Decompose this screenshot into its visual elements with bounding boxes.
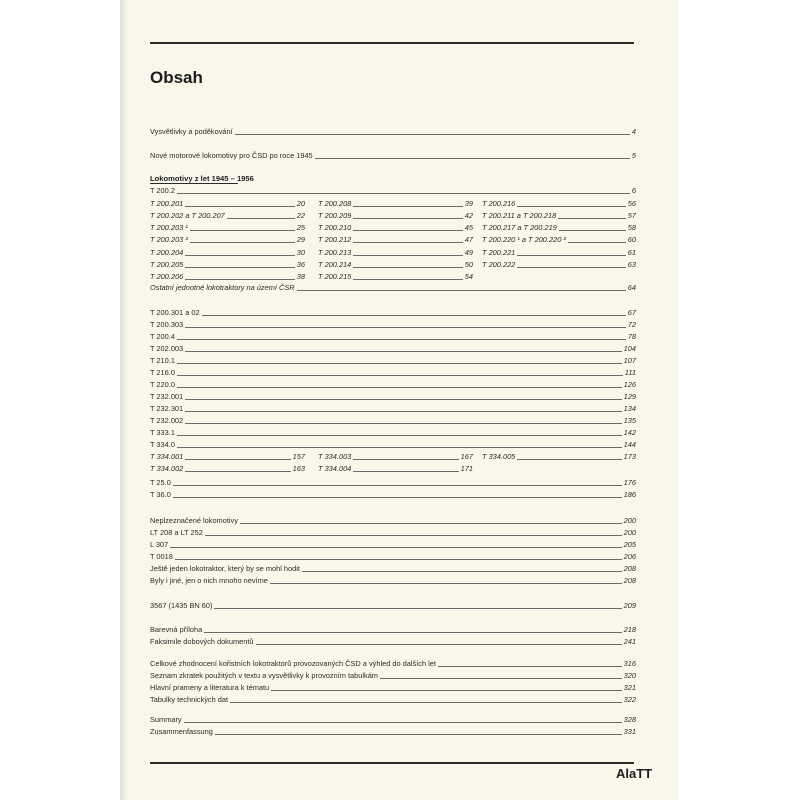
toc-entry (318, 464, 473, 473)
toc-leader-line (517, 255, 625, 256)
toc-entry (150, 452, 305, 461)
toc-entry (150, 283, 636, 292)
toc-entry-page: 218 (623, 625, 636, 634)
toc-entry-title: Ještě jeden lokotraktor, který by se mohl hodit (150, 564, 300, 573)
toc-entry-title: Hlavní prameny a literatura k tématu (150, 683, 270, 692)
page-title: Obsah (150, 68, 203, 87)
toc-entry (482, 223, 636, 232)
toc-leader-line (568, 242, 626, 243)
toc-entry (150, 540, 636, 549)
toc-entry-page: 171 (460, 464, 473, 473)
toc-leader-line (353, 242, 462, 243)
toc-entry (150, 344, 636, 353)
toc-entry (150, 683, 636, 692)
toc-entry (150, 625, 636, 634)
toc-entry-title: Faksimile dobových dokumentů (150, 637, 254, 646)
toc-entry-page: 205 (623, 540, 636, 549)
toc-entry-title: T 334.001 (150, 452, 184, 461)
toc-entry-page: 57 (627, 211, 636, 221)
toc-entry (318, 248, 473, 257)
toc-entry-page: 208 (623, 564, 636, 573)
toc-entry-title: T 200.303 (150, 319, 184, 329)
toc-entry-page: 206 (623, 552, 636, 561)
toc-entry-title: T 200.205 (150, 259, 184, 269)
toc-entry-page: 78 (627, 331, 636, 341)
toc-entry-page: 47 (464, 235, 473, 245)
toc-leader-line (190, 242, 295, 243)
toc-leader-line (177, 339, 626, 340)
toc-entry (150, 428, 636, 437)
toc-entry-page: 316 (623, 659, 636, 668)
toc-entry (150, 440, 636, 449)
toc-entry-page: 39 (464, 199, 473, 208)
page-gutter-shadow (120, 0, 128, 800)
toc-entry-title: T 220.0 (150, 379, 175, 389)
toc-entry-page: 126 (623, 379, 636, 389)
toc-entry-title: Celkové zhodnocení kořistních lokotraktorů provozovaných ČSD a výhled do dalších let (150, 659, 436, 668)
toc-entry-page: 241 (623, 637, 636, 646)
toc-entry-page: 320 (623, 671, 636, 680)
toc-leader-line (170, 547, 621, 548)
toc-entry-title: T 200.221 (482, 247, 516, 257)
toc-entry-title: T 334.003 (318, 452, 352, 461)
toc-entry (150, 127, 636, 136)
toc-leader-line (240, 523, 622, 524)
toc-entry (150, 478, 636, 487)
toc-leader-line (353, 255, 462, 256)
toc-entry (150, 380, 636, 389)
toc-leader-line (214, 608, 621, 609)
toc-entry (150, 223, 305, 232)
toc-entry-title: T 25.0 (150, 478, 171, 487)
toc-leader-line (380, 678, 622, 679)
toc-entry-title: T 200.209 (318, 211, 352, 221)
top-rule (150, 42, 634, 44)
toc-entry-title: Vysvětlivky a poděkování (150, 127, 233, 136)
toc-leader-line (185, 267, 294, 268)
toc-entry-page: 20 (296, 199, 305, 208)
toc-entry-page: 4 (631, 127, 636, 136)
toc-entry-page: 50 (464, 259, 473, 269)
toc-entry-title: T 200.210 (318, 223, 352, 233)
toc-entry-title: T 200.214 (318, 259, 352, 269)
toc-entry (318, 235, 473, 244)
toc-entry (150, 211, 305, 220)
toc-entry (150, 601, 636, 610)
toc-entry-page: 60 (627, 235, 636, 245)
toc-leader-line (315, 158, 630, 159)
toc-leader-line (353, 459, 458, 460)
toc-leader-line (185, 351, 622, 352)
toc-entry-title: T 200.215 (318, 271, 352, 281)
toc-leader-line (271, 690, 622, 691)
toc-entry (482, 211, 636, 220)
toc-entry-title: T 0018 (150, 552, 173, 561)
toc-leader-line (185, 399, 622, 400)
toc-entry-page: 30 (296, 247, 305, 257)
toc-entry (150, 528, 636, 537)
toc-entry (150, 564, 636, 573)
toc-entry (318, 199, 473, 208)
toc-leader-line (177, 193, 630, 194)
toc-entry-title: T 200.4 (150, 331, 175, 341)
toc-entry (150, 516, 636, 525)
toc-entry-title: T 202.003 (150, 343, 184, 353)
toc-entry-title: Barevná příloha (150, 625, 203, 634)
toc-entry-title: T 334.004 (318, 464, 352, 473)
toc-entry (318, 211, 473, 220)
toc-entry (150, 715, 636, 724)
toc-leader-line (185, 471, 290, 472)
toc-entry-title: T 216.0 (150, 367, 175, 377)
toc-entry-title: L 307 (150, 540, 169, 549)
toc-entry (150, 151, 636, 160)
toc-entry-page: 45 (464, 223, 473, 233)
toc-entry-title: T 200.204 (150, 247, 184, 257)
toc-entry-page: 173 (623, 452, 636, 461)
toc-leader-line (517, 459, 621, 460)
toc-entry-title: T 334.005 (482, 452, 516, 461)
toc-leader-line (353, 471, 458, 472)
toc-entry (150, 416, 636, 425)
toc-entry-title: T 200.213 (318, 247, 352, 257)
toc-leader-line (173, 497, 622, 498)
bottom-rule (150, 762, 634, 764)
toc-entry-page: 5 (631, 151, 636, 160)
toc-entry-page: 54 (464, 271, 473, 281)
toc-entry (150, 199, 305, 208)
toc-entry (150, 552, 636, 561)
toc-entry-page: 129 (623, 391, 636, 401)
toc-leader-line (202, 315, 626, 316)
toc-entry-title: Summary (150, 715, 182, 724)
toc-entry-title: T 200.201 (150, 199, 184, 208)
toc-entry (482, 235, 636, 244)
toc-entry-page: 38 (296, 271, 305, 281)
toc-entry-title: T 200.203 ² (150, 235, 188, 245)
toc-leader-line (177, 447, 622, 448)
toc-leader-line (173, 485, 622, 486)
toc-leader-line (302, 571, 622, 572)
toc-leader-line (185, 459, 290, 460)
toc-entry-page: 107 (623, 355, 636, 365)
toc-leader-line (559, 230, 626, 231)
toc-leader-line (215, 734, 622, 735)
toc-entry-title: Seznam zkratek použitých v textu a vysvětlivky k provozním tabulkám (150, 671, 378, 680)
toc-entry-title: Ostatní jednotné lokotraktory na území ČSR (150, 283, 295, 292)
toc-entry-title: T 200.216 (482, 199, 516, 208)
toc-entry (150, 308, 636, 317)
toc-leader-line (438, 666, 622, 667)
toc-entry (150, 671, 636, 680)
toc-entry-page: 56 (627, 199, 636, 208)
toc-entry-title: T 200.217 a T 200.219 (482, 223, 557, 233)
toc-leader-line (353, 230, 462, 231)
toc-entry-title: Nové motorové lokomotivy pro ČSD po roce 1945 (150, 151, 313, 160)
toc-entry-title: T 232.301 (150, 403, 184, 413)
toc-leader-line (204, 632, 621, 633)
toc-entry (482, 199, 636, 208)
toc-entry-page: 328 (623, 715, 636, 724)
toc-entry-page: 163 (292, 464, 305, 473)
toc-leader-line (230, 702, 622, 703)
toc-entry-title: LT 208 a LT 252 (150, 528, 203, 537)
toc-leader-line (177, 375, 623, 376)
toc-entry-page: 208 (623, 576, 636, 585)
toc-entry-title: T 210.1 (150, 355, 175, 365)
toc-entry-title: T 200.220 ¹ a T 200.220 ² (482, 235, 566, 245)
toc-leader-line (185, 411, 622, 412)
toc-entry (318, 223, 473, 232)
toc-entry-page: 61 (627, 247, 636, 257)
toc-leader-line (297, 290, 626, 291)
toc-entry (150, 464, 305, 473)
toc-entry-title: T 200.222 (482, 259, 516, 269)
toc-entry-page: 22 (296, 211, 305, 221)
toc-entry (150, 186, 636, 195)
toc-entry-title: Neplzeznačené lokomotivy (150, 516, 238, 525)
toc-leader-line (185, 279, 294, 280)
toc-leader-line (235, 134, 630, 135)
toc-entry-page: 111 (624, 367, 636, 377)
toc-entry-page: 49 (464, 247, 473, 257)
toc-entry (150, 695, 636, 704)
publisher-logo: AlaTT (616, 766, 653, 781)
toc-leader-line (205, 535, 622, 536)
toc-entry (318, 452, 473, 461)
toc-entry-title: T 200.212 (318, 235, 352, 245)
toc-entry (150, 404, 636, 413)
toc-entry-page: 104 (623, 343, 636, 353)
toc-entry (150, 260, 305, 269)
toc-entry-page: 176 (623, 478, 636, 487)
toc-entry (150, 368, 636, 377)
toc-entry (482, 452, 636, 461)
toc-leader-line (353, 206, 462, 207)
toc-entry (150, 727, 636, 736)
toc-entry-title: T 232.002 (150, 415, 184, 425)
toc-leader-line (177, 387, 622, 388)
toc-entry-page: 167 (460, 452, 473, 461)
toc-entry (150, 356, 636, 365)
toc-entry-page: 67 (627, 308, 636, 317)
toc-entry-page: 42 (464, 211, 473, 221)
toc-leader-line (270, 583, 622, 584)
toc-entry (150, 392, 636, 401)
toc-entry (318, 272, 473, 281)
toc-leader-line (184, 722, 622, 723)
toc-entry-title: T 200.202 a T 200.207 (150, 211, 225, 221)
toc-entry-page: 200 (623, 516, 636, 525)
toc-entry (150, 490, 636, 499)
toc-leader-line (175, 559, 622, 560)
toc-entry-title: T 200.301 a 02 (150, 308, 200, 317)
toc-entry-title: T 200.208 (318, 199, 352, 208)
toc-entry-page: 72 (627, 319, 636, 329)
toc-leader-line (185, 255, 294, 256)
section-heading: Lokomotivy z let 1945 – 1956 (150, 174, 254, 183)
toc-entry-title: T 334.0 (150, 439, 175, 449)
toc-entry-page: 63 (627, 259, 636, 269)
toc-entry-title: T 334.002 (150, 464, 184, 473)
toc-leader-line (190, 230, 295, 231)
toc-entry (150, 332, 636, 341)
toc-entry-page: 331 (623, 727, 636, 736)
toc-leader-line (517, 206, 625, 207)
toc-entry-page: 186 (623, 490, 636, 499)
toc-entry (150, 659, 636, 668)
toc-entry (482, 248, 636, 257)
toc-entry (150, 320, 636, 329)
toc-entry-title: Zusammenfassung (150, 727, 213, 736)
toc-leader-line (185, 206, 294, 207)
toc-entry-title: T 36.0 (150, 490, 171, 499)
toc-leader-line (353, 267, 462, 268)
toc-leader-line (185, 327, 626, 328)
toc-leader-line (517, 267, 625, 268)
toc-leader-line (227, 218, 295, 219)
toc-entry-title: Byly i jiné, jen o nich mnoho nevíme (150, 576, 268, 585)
toc-entry-title: T 232.001 (150, 391, 184, 401)
toc-entry-title: 3567 (1435 BN 60) (150, 601, 213, 610)
toc-entry-title: T 333.1 (150, 427, 175, 437)
toc-entry-page: 25 (296, 223, 305, 233)
toc-entry-page: 135 (623, 415, 636, 425)
toc-entry-page: 209 (623, 601, 636, 610)
toc-entry (482, 260, 636, 269)
toc-entry-page: 321 (623, 683, 636, 692)
toc-entry (150, 576, 636, 585)
toc-entry-page: 322 (623, 695, 636, 704)
toc-entry-title: Tabulky technických dat (150, 695, 229, 704)
toc-entry-page: 36 (296, 259, 305, 269)
toc-entry-page: 58 (627, 223, 636, 233)
toc-entry-title: T 200.203 ¹ (150, 223, 188, 233)
toc-leader-line (177, 363, 622, 364)
section-heading-underline (150, 183, 238, 184)
toc-entry-page: 144 (623, 439, 636, 449)
toc-entry-title: T 200.206 (150, 271, 184, 281)
toc-leader-line (558, 218, 626, 219)
toc-leader-line (353, 218, 462, 219)
toc-entry (150, 248, 305, 257)
toc-entry (318, 260, 473, 269)
toc-leader-line (256, 644, 622, 645)
toc-leader-line (185, 423, 622, 424)
toc-entry-page: 157 (292, 452, 305, 461)
toc-entry-page: 200 (623, 528, 636, 537)
toc-entry-page: 29 (296, 235, 305, 245)
toc-leader-line (177, 435, 622, 436)
toc-entry-title: T 200.211 a T 200.218 (482, 211, 557, 221)
toc-entry-title: T 200.2 (150, 186, 175, 195)
toc-entry-page: 6 (631, 186, 636, 195)
toc-entry-page: 64 (627, 283, 636, 292)
toc-entry-page: 142 (623, 427, 636, 437)
toc-entry (150, 235, 305, 244)
toc-entry (150, 637, 636, 646)
toc-entry (150, 272, 305, 281)
toc-entry-page: 134 (623, 403, 636, 413)
toc-leader-line (353, 279, 462, 280)
